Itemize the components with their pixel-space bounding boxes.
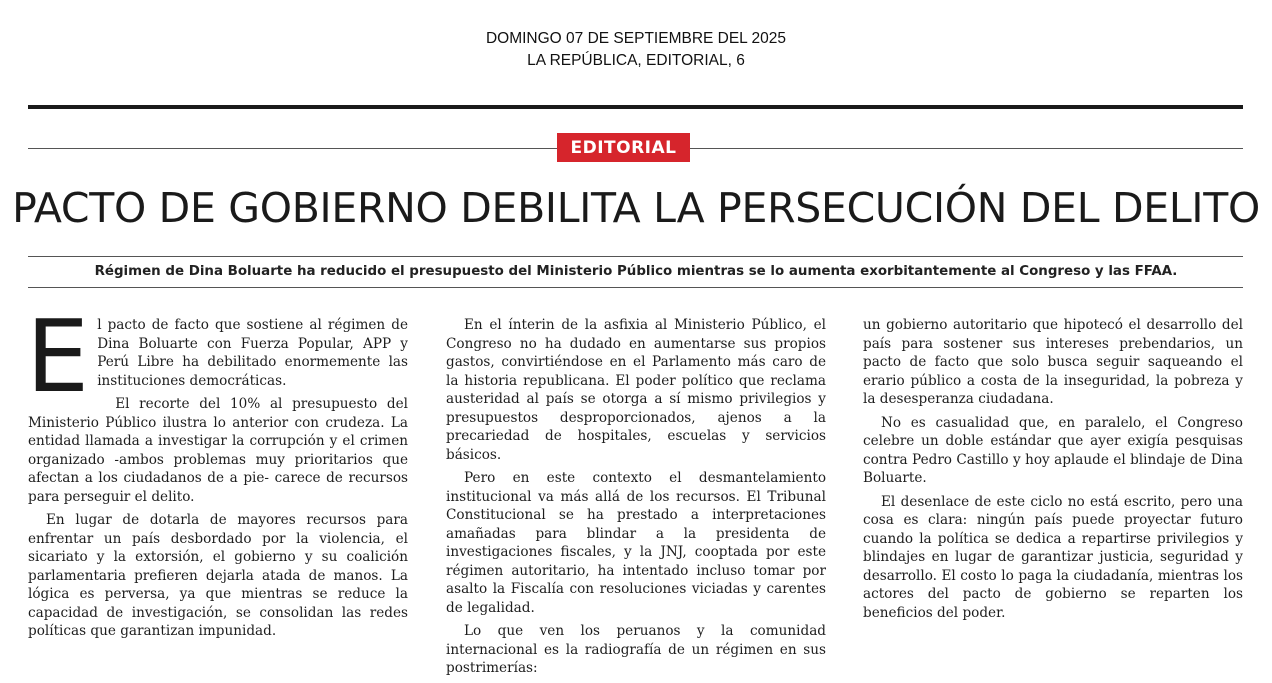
article-column-3 bbox=[863, 316, 1243, 627]
article-paragraph: El pacto de facto que sostiene al régimen de Dina Boluarte con Fuerza Popular, APP y Perú Libre ha debilitado enormemente las instituciones democráticas. bbox=[26, 298, 408, 415]
dateline bbox=[0, 28, 1272, 72]
article-column-1 bbox=[26, 298, 408, 646]
top-rule bbox=[28, 105, 1243, 109]
publication-source: LA REPÚBLICA, EDITORIAL, 6 bbox=[527, 52, 745, 69]
article-paragraph: Pero en este contexto el desmantelamiento institucional va más allá de los recursos. El Tribunal Constitucional se ha prestado a interpretaciones amañadas para blindar a la presidenta de investigaciones fiscales, y la JNJ, cooptada por este régimen autoritario, ha intentado incluso tomar por asalto la Fiscalía con resoluciones viciadas y carentes de legalidad. bbox=[446, 470, 826, 616]
subheadline: Régimen de Dina Boluarte ha reducido el presupuesto del Ministerio Público mientras se lo aumenta exorbitantemente al Congreso y las FFAA. bbox=[94, 264, 1178, 279]
subhead-rule-bottom bbox=[28, 287, 1243, 288]
article-paragraph: El desenlace de este ciclo no está escrito, pero una cosa es clara: ningún país puede proyectar futuro cuando la política se dedica a repartirse privilegios y blindajes en lugar de garantizar justicia, seguridad y desarrollo. El costo lo paga la ciudadanía, mientras los actores del pacto de gobierno se reparten los beneficios del poder. bbox=[863, 493, 1243, 621]
publication-date: DOMINGO 07 DE SEPTIEMBRE DEL 2025 bbox=[485, 30, 787, 47]
headline: PACTO DE GOBIERNO DEBILITA LA PERSECUCIÓN DEL DELITO bbox=[12, 184, 1260, 232]
subhead-rule-top bbox=[28, 256, 1243, 257]
article-paragraph: Lo que ven los peruanos y la comunidad internacional es la radiografía de un régimen en sus postrimerías: bbox=[446, 623, 826, 676]
article-paragraph: un gobierno autoritario que hipotecó el desarrollo del país para sostener sus intereses prebendarios, un pacto de facto que solo busca seguir saqueando el erario público a costa de la inseguridad, la pobreza y la desesperanza ciudadana. bbox=[863, 317, 1243, 407]
drop-cap: E bbox=[26, 298, 90, 415]
article-paragraph: No es casualidad que, en paralelo, el Congreso celebre un doble estándar que ayer exigía pesquisas contra Pedro Castillo y hoy aplaude el blindaje de Dina Boluarte. bbox=[863, 414, 1243, 486]
section-label: EDITORIAL bbox=[557, 133, 690, 162]
article-paragraph: En el ínterin de la asfixia al Ministerio Público, el Congreso no ha dudado en aumentarse sus propios gastos, convirtiéndose en el Parlamento más caro de la historia republicana. El poder político que reclama austeridad al país se otorga a sí mismo privilegios y presupuestos desproporcionados, ajenos a la precariedad de hospitales, escuelas y servicios básicos. bbox=[446, 317, 826, 463]
article-paragraph: En lugar de dotarla de mayores recursos para enfrentar un país desbordado por la violencia, el sicariato y la extorsión, el gobierno y su coalición parlamentaria prefieren dejarla atada de manos. La lógica es perversa, ya que mientras se reduce la capacidad de investigación, se consolidan las redes políticas que garantizan impunidad. bbox=[28, 512, 408, 639]
article-paragraph: El recorte del 10% al presupuesto del Ministerio Público ilustra lo anterior con crudeza. La entidad llamada a investigar la corrupción y el crimen organizado -ambos problemas muy prioritarios que afectan a los ciudadanos de a pie- carece de recursos para perseguir el delito. bbox=[28, 396, 408, 505]
article-column-2 bbox=[446, 316, 826, 683]
